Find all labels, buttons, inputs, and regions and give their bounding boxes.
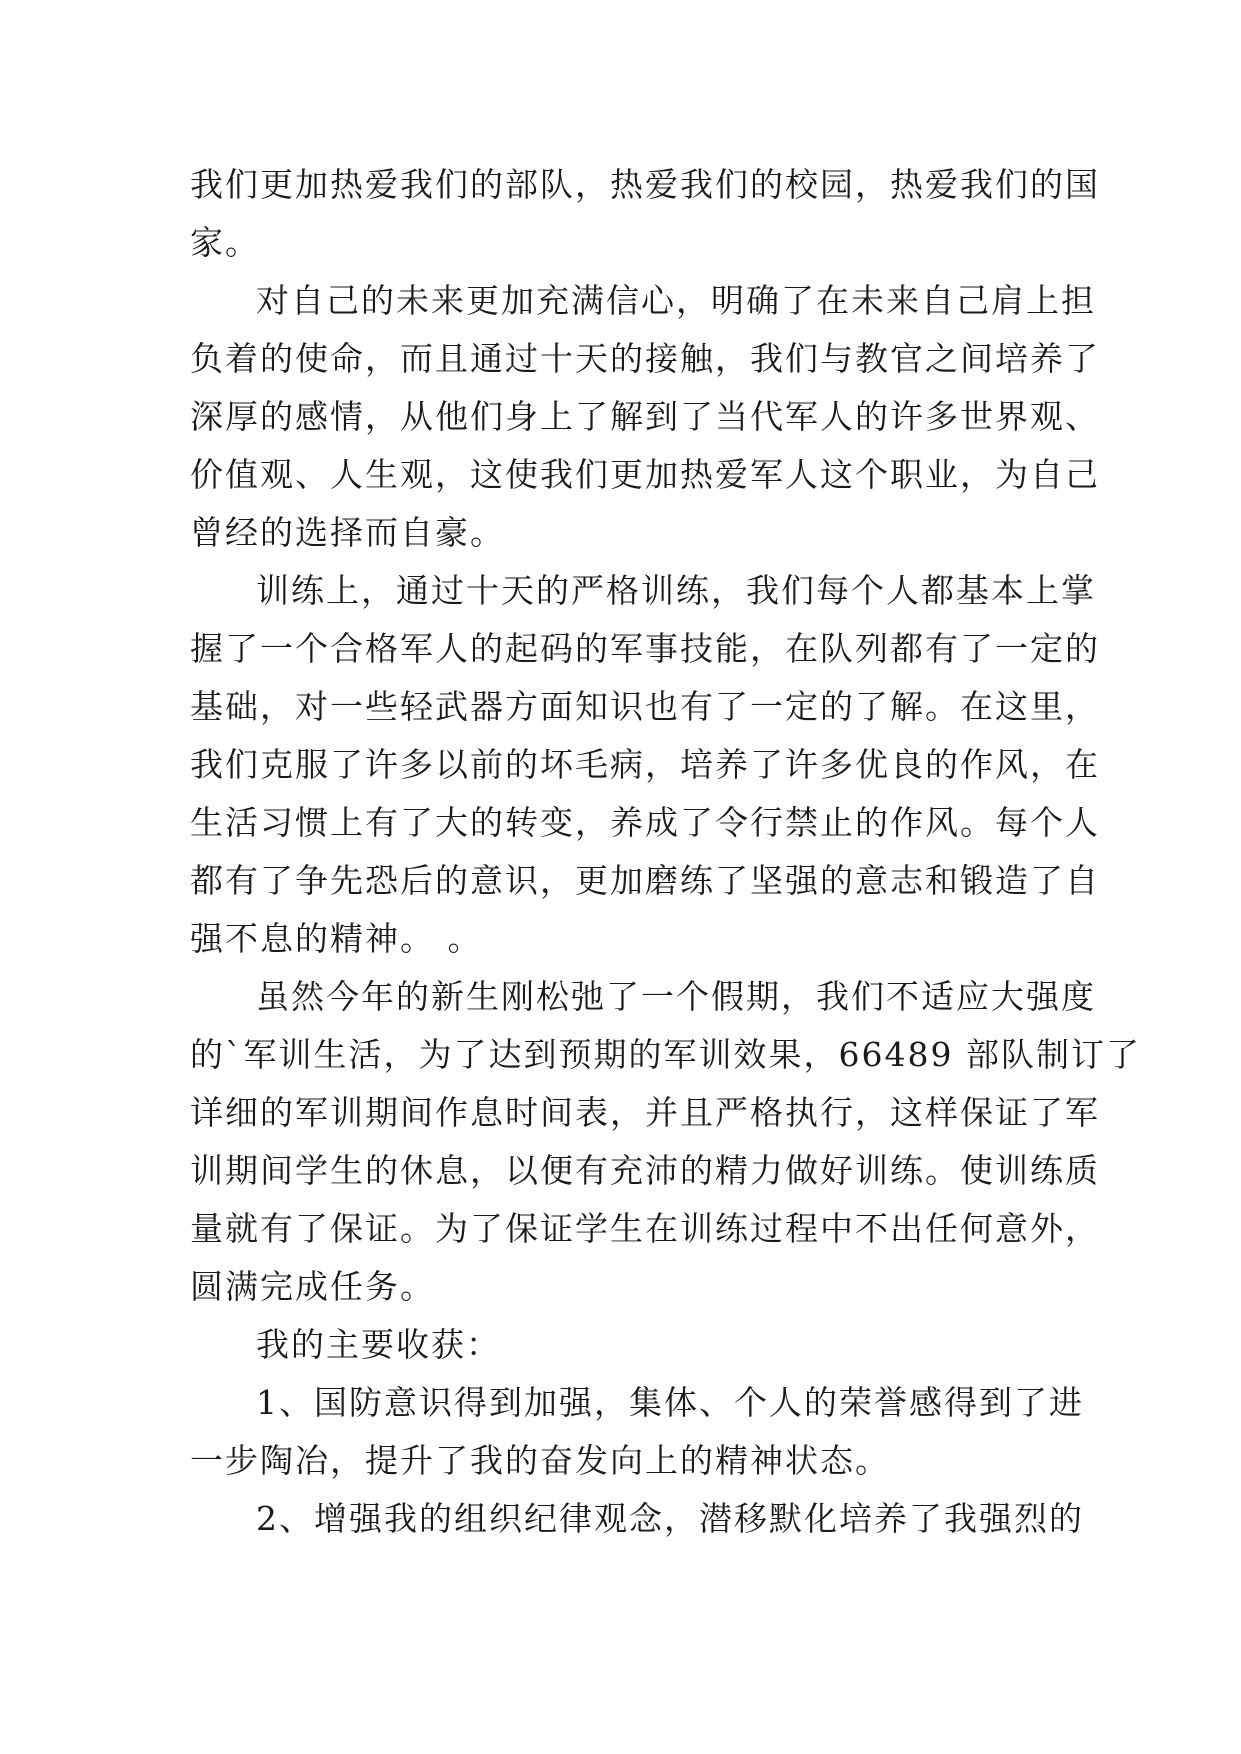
text-line: 都有了争先恐后的意识，更加磨练了坚强的意志和锻造了自 — [190, 861, 1100, 900]
text-line: 负着的使命，而且通过十天的接触，我们与教官之间培养了 — [190, 339, 1100, 378]
text-line: 价值观、人生观，这使我们更加热爱军人这个职业，为自己 — [190, 455, 1100, 494]
text-line: 深厚的感情，从他们身上了解到了当代军人的许多世界观、 — [190, 397, 1100, 436]
body-text — [190, 156, 1141, 1548]
text-line: 一步陶冶，提升了我的奋发向上的精神状态。 — [190, 1441, 890, 1480]
text-line: 的`军训生活，为了达到预期的军训效果，66489 部队制订了 — [190, 1035, 1141, 1074]
text-line: 曾经的选择而自豪。 — [190, 513, 505, 552]
text-line: 2、增强我的组织纪律观念，潜移默化培养了我强烈的 — [256, 1499, 1084, 1538]
text-line: 训期间学生的休息，以便有充沛的精力做好训练。使训练质 — [190, 1151, 1100, 1190]
text-line: 1、国防意识得到加强，集体、个人的荣誉感得到了进 — [256, 1383, 1084, 1422]
text-line: 握了一个合格军人的起码的军事技能，在队列都有了一定的 — [190, 629, 1100, 668]
text-line: 我的主要收获： — [256, 1325, 501, 1364]
text-line: 我们克服了许多以前的坏毛病，培养了许多优良的作风，在 — [190, 745, 1100, 784]
text-line: 虽然今年的新生刚松弛了一个假期，我们不适应大强度 — [256, 977, 1096, 1016]
text-line: 家。 — [190, 223, 260, 262]
text-line: 对自己的未来更加充满信心，明确了在未来自己肩上担 — [256, 281, 1096, 320]
text-line: 详细的军训期间作息时间表，并且严格执行，这样保证了军 — [190, 1093, 1100, 1132]
text-line: 基础，对一些轻武器方面知识也有了一定的了解。在这里， — [190, 687, 1100, 726]
text-line: 训练上，通过十天的严格训练，我们每个人都基本上掌 — [256, 571, 1096, 610]
text-line: 我们更加热爱我们的部队，热爱我们的校园，热爱我们的国 — [190, 165, 1100, 204]
text-line: 生活习惯上有了大的转变，养成了令行禁止的作风。每个人 — [190, 803, 1100, 842]
text-line: 量就有了保证。为了保证学生在训练过程中不出任何意外， — [190, 1209, 1100, 1248]
text-line: 圆满完成任务。 — [190, 1267, 435, 1306]
text-line: 强不息的精神。 。 — [190, 919, 483, 958]
